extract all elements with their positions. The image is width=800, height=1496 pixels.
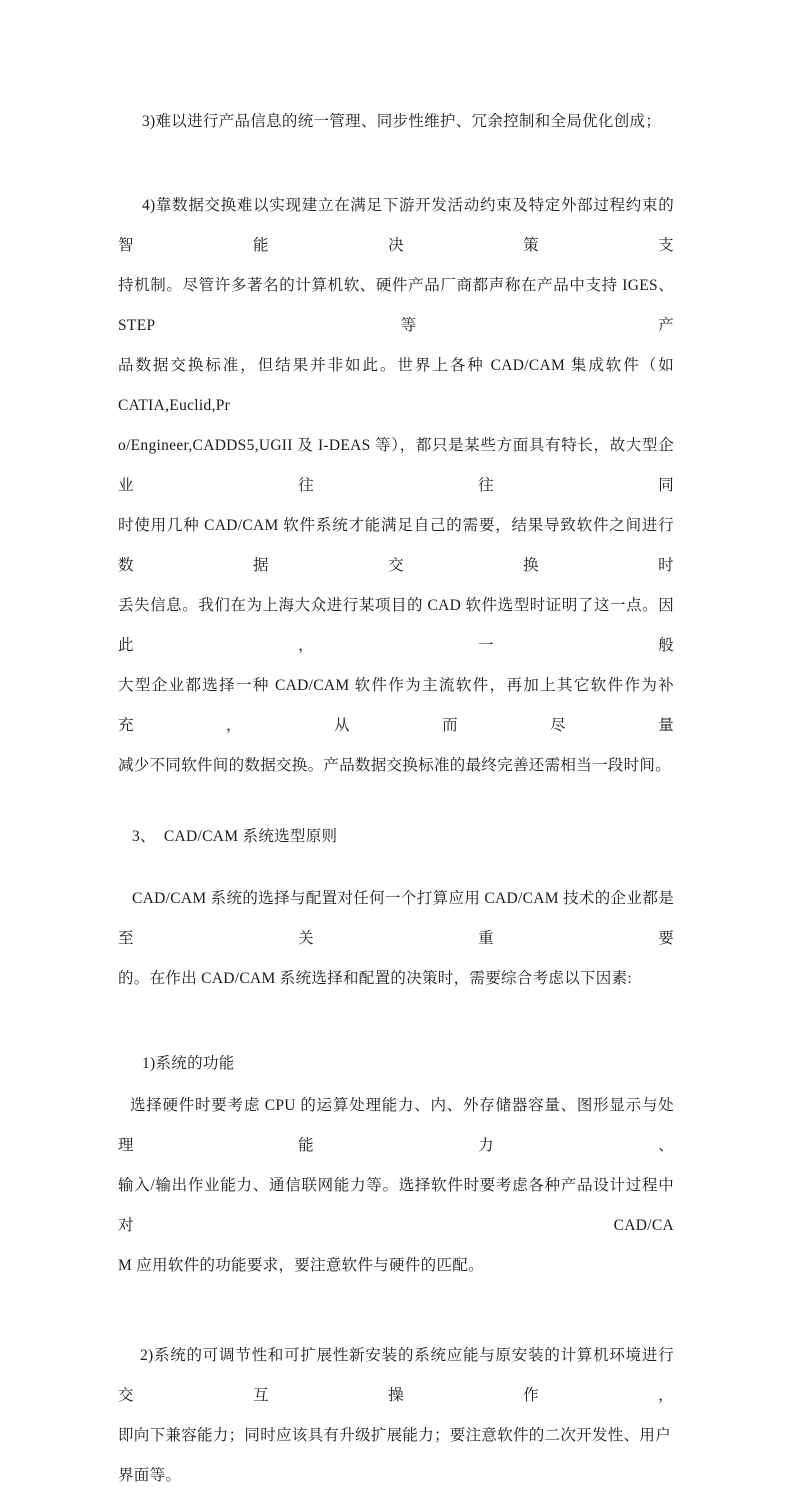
text-line: 品数据交换标准，但结果并非如此。世界上各种 CAD/CAM 集成软件（如 CATIA,Euclid,Pr [118,357,674,414]
text-line: CAD/CAM 系统的选择与配置对任何一个打算应用 CAD/CAM 技术的企业都是至关重要 [118,890,674,947]
text-line: 即向下兼容能力；同时应该具有升级扩展能力；要注意软件的二次开发性、用户界面等。 [118,1427,672,1484]
text-line: 持机制。尽管许多著名的计算机软、硬件产品厂商都声称在产品中支持 IGES、STEP 等产 [118,277,674,334]
text-line: 减少不同软件间的数据交换。产品数据交换标准的最终完善还需相当一段时间。 [118,757,672,774]
text-line: 输入/输出作业能力、通信联网能力等。选择软件时要考虑各种产品设计过程中对 CAD/CA [118,1177,674,1234]
text-line: 2)系统的可调节性和可扩展性新安装的系统应能与原安装的计算机环境进行交互操作， [118,1347,674,1404]
text-line: M 应用软件的功能要求，要注意软件与硬件的匹配。 [118,1257,484,1274]
text-line: o/Engineer,CADDS5,UGII 及 I-DEAS 等），都只是某些方面具有特长，故大型企业往往同 [118,437,674,494]
paragraph [118,186,674,786]
paragraph [118,1086,674,1286]
text-line: 的。在作出 CAD/CAM 系统选择和配置的决策时，需要综合考虑以下因素: [118,970,633,987]
text-line: 丢失信息。我们在为上海大众进行某项目的 CAD 软件选型时证明了这一点。因此，一般 [118,597,674,654]
text-line: 1)系统的功能 [142,1055,235,1072]
paragraph [118,1336,674,1496]
paragraph [118,879,674,999]
text-line: 选择硬件时要考虑 CPU 的运算处理能力、内、外存储器容量、图形显示与处理能力、 [118,1097,674,1154]
text-line: 3)难以进行产品信息的统一管理、同步性维护、冗余控制和全局优化创成； [142,113,662,130]
paragraph [118,102,674,142]
paragraph [118,1044,674,1084]
text-line: 4)靠数据交换难以实现建立在满足下游开发活动约束及特定外部过程约束的智能决策支 [118,197,674,254]
section-heading [118,817,674,857]
text-line: 时使用几种 CAD/CAM 软件系统才能满足自己的需要，结果导致软件之间进行数据交换时 [118,517,674,574]
heading-text: 3、 CAD/CAM 系统选型原则 [132,828,338,845]
text-line: 大型企业都选择一种 CAD/CAM 软件作为主流软件，再加上其它软件作为补充，从而尽量 [118,677,674,734]
